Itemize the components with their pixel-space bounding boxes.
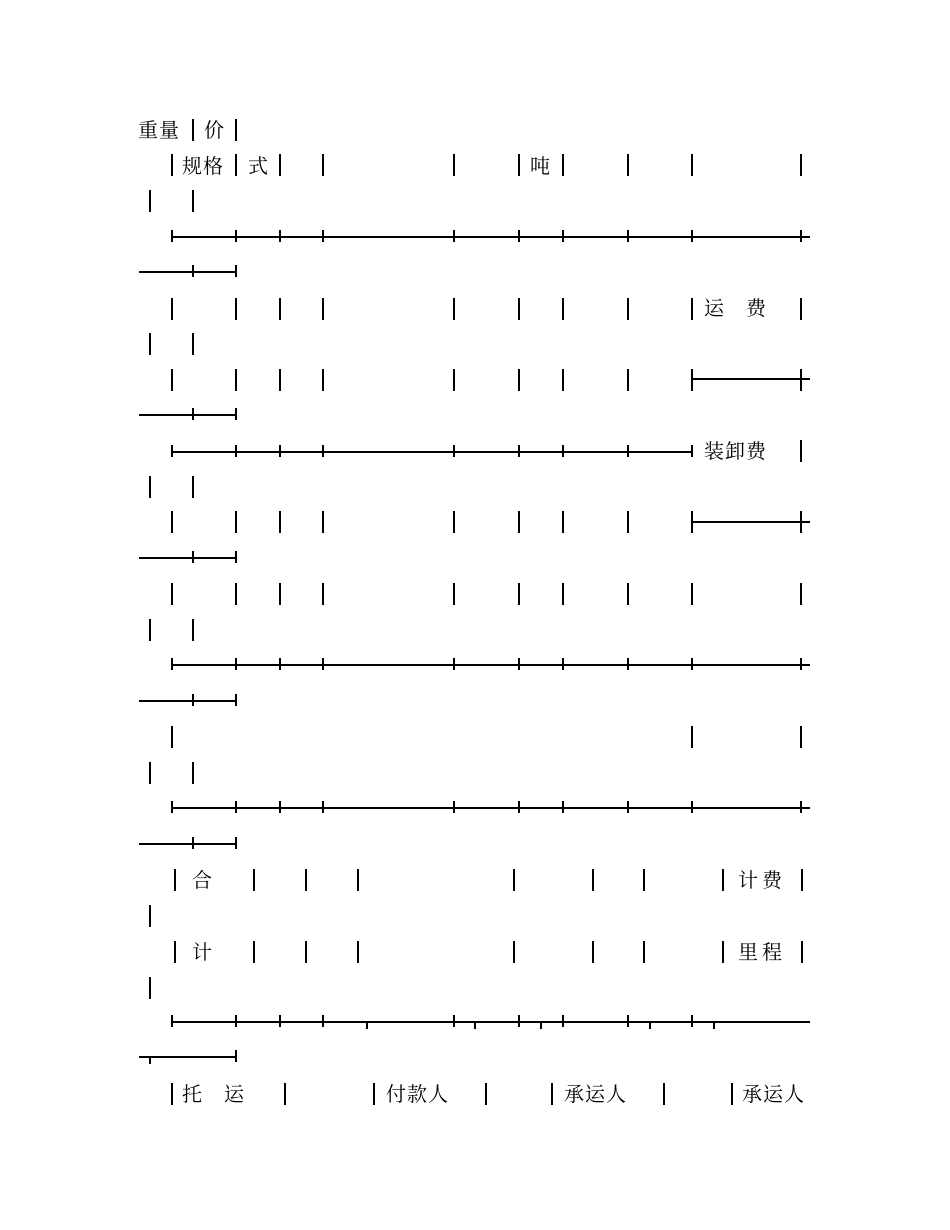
column-separator	[253, 941, 255, 963]
rule-tick	[453, 658, 455, 670]
column-separator	[627, 583, 629, 605]
column-separator	[171, 583, 173, 605]
column-separator	[562, 511, 564, 533]
rule-tick	[518, 658, 520, 670]
rule-tick	[235, 551, 237, 563]
rule-tick	[192, 265, 194, 277]
column-separator	[322, 511, 324, 533]
column-separator	[800, 298, 802, 320]
rule-tick	[800, 515, 802, 527]
column-separator	[518, 583, 520, 605]
column-separator	[731, 1083, 733, 1105]
column-separator	[192, 333, 194, 355]
row-rule	[171, 807, 810, 809]
rule-tick	[279, 658, 281, 670]
rule-tick	[627, 230, 629, 242]
row-rule	[171, 236, 810, 238]
column-separator	[284, 1083, 286, 1105]
column-separator	[518, 154, 520, 176]
column-separator	[149, 476, 151, 498]
column-separator	[279, 154, 281, 176]
rule-tick	[279, 1015, 281, 1027]
rule-tick	[627, 445, 629, 457]
column-separator	[192, 190, 194, 212]
column-separator	[235, 298, 237, 320]
rule-tick	[540, 1021, 542, 1029]
rule-tick	[235, 837, 237, 849]
style-label: 式	[248, 154, 269, 178]
column-separator	[513, 869, 515, 891]
carrier-label-2: 承运人	[742, 1082, 805, 1106]
rule-tick	[800, 372, 802, 384]
column-separator	[513, 941, 515, 963]
rule-tick	[691, 445, 693, 457]
column-separator	[322, 154, 324, 176]
spec-label: 规格	[182, 154, 224, 178]
loading-fee-label: 装卸费	[704, 439, 767, 463]
rule-tick	[562, 658, 564, 670]
rule-tick	[691, 1015, 693, 1027]
column-separator	[592, 869, 594, 891]
rule-tick	[171, 445, 173, 457]
rule-tick	[518, 230, 520, 242]
rule-tick	[366, 1021, 368, 1029]
rule-tick	[453, 1015, 455, 1027]
rule-tick	[171, 230, 173, 242]
column-separator	[149, 762, 151, 784]
column-separator	[722, 941, 724, 963]
freight-label: 运 费	[704, 296, 767, 320]
rule-tick	[235, 694, 237, 706]
rule-tick	[518, 801, 520, 813]
rule-tick	[627, 658, 629, 670]
row-rule	[139, 414, 236, 416]
row-rule	[139, 557, 236, 559]
column-separator	[691, 298, 693, 320]
column-separator	[800, 726, 802, 748]
column-separator	[171, 298, 173, 320]
column-separator	[551, 1083, 553, 1105]
rule-tick	[691, 515, 693, 527]
row-rule	[139, 1056, 236, 1058]
column-separator	[235, 369, 237, 391]
column-separator	[691, 583, 693, 605]
column-separator	[279, 298, 281, 320]
column-separator	[691, 154, 693, 176]
column-separator	[485, 1083, 487, 1105]
rule-tick	[322, 230, 324, 242]
column-separator	[518, 511, 520, 533]
column-separator	[518, 369, 520, 391]
rule-tick	[192, 694, 194, 706]
column-separator	[373, 1083, 375, 1105]
column-separator	[192, 762, 194, 784]
rule-tick	[691, 658, 693, 670]
rule-tick	[322, 445, 324, 457]
rule-tick	[562, 1015, 564, 1027]
rule-tick	[279, 801, 281, 813]
rule-tick	[453, 801, 455, 813]
rule-tick	[235, 1050, 237, 1062]
rule-tick	[279, 445, 281, 457]
rule-tick	[691, 372, 693, 384]
column-separator	[627, 369, 629, 391]
rule-tick	[453, 230, 455, 242]
rule-tick	[474, 1021, 476, 1029]
rule-tick	[649, 1021, 651, 1029]
column-separator	[192, 619, 194, 641]
row-rule	[139, 843, 236, 845]
billing-label-line1: 计费	[738, 868, 786, 892]
column-separator	[171, 369, 173, 391]
rule-tick	[562, 445, 564, 457]
column-separator	[174, 869, 176, 891]
rule-tick	[235, 265, 237, 277]
column-separator	[235, 119, 237, 141]
column-separator	[453, 154, 455, 176]
row-rule	[171, 451, 691, 453]
rule-tick	[518, 1015, 520, 1027]
column-separator	[453, 369, 455, 391]
column-separator	[279, 369, 281, 391]
payer-label: 付款人	[386, 1082, 449, 1106]
rule-tick	[713, 1021, 715, 1029]
row-rule	[691, 378, 810, 380]
column-separator	[192, 476, 194, 498]
column-separator	[562, 369, 564, 391]
rule-tick	[279, 230, 281, 242]
weight-label: 重量	[138, 118, 180, 142]
column-separator	[691, 726, 693, 748]
rule-tick	[192, 551, 194, 563]
consignor-label: 托 运	[182, 1082, 245, 1106]
column-separator	[171, 726, 173, 748]
column-separator	[562, 298, 564, 320]
column-separator	[279, 583, 281, 605]
column-separator	[305, 941, 307, 963]
column-separator	[174, 941, 176, 963]
column-separator	[322, 583, 324, 605]
column-separator	[801, 941, 803, 963]
rule-tick	[235, 230, 237, 242]
rule-tick	[800, 658, 802, 670]
rule-tick	[192, 837, 194, 849]
column-separator	[627, 154, 629, 176]
column-separator	[357, 941, 359, 963]
column-separator	[562, 154, 564, 176]
column-separator	[453, 298, 455, 320]
column-separator	[149, 619, 151, 641]
total-label-line2: 计	[192, 940, 213, 964]
rule-tick	[322, 658, 324, 670]
column-separator	[149, 977, 151, 999]
column-separator	[322, 369, 324, 391]
rule-tick	[691, 801, 693, 813]
row-rule	[139, 700, 236, 702]
column-separator	[562, 583, 564, 605]
column-separator	[305, 869, 307, 891]
rule-tick	[171, 801, 173, 813]
column-separator	[235, 583, 237, 605]
column-separator	[663, 1083, 665, 1105]
rule-tick	[322, 1015, 324, 1027]
column-separator	[235, 511, 237, 533]
column-separator	[800, 440, 802, 462]
rule-tick	[235, 1015, 237, 1027]
column-separator	[279, 511, 281, 533]
column-separator	[149, 190, 151, 212]
rule-tick	[192, 408, 194, 420]
column-separator	[453, 511, 455, 533]
rule-tick	[800, 801, 802, 813]
column-separator	[357, 869, 359, 891]
rule-tick	[562, 801, 564, 813]
price-label: 价	[204, 118, 225, 142]
rule-tick	[800, 230, 802, 242]
rule-tick	[627, 1015, 629, 1027]
billing-label-line2: 里程	[738, 940, 786, 964]
column-separator	[171, 511, 173, 533]
column-separator	[235, 154, 237, 176]
column-separator	[149, 905, 151, 927]
rule-tick	[518, 445, 520, 457]
rule-tick	[171, 1015, 173, 1027]
row-rule	[691, 521, 810, 523]
column-separator	[800, 154, 802, 176]
column-separator	[149, 333, 151, 355]
row-rule	[139, 271, 236, 273]
column-separator	[518, 298, 520, 320]
column-separator	[643, 941, 645, 963]
total-label-line1: 合	[192, 868, 213, 892]
column-separator	[253, 869, 255, 891]
column-separator	[171, 1083, 173, 1105]
rule-tick	[562, 230, 564, 242]
rule-tick	[149, 1056, 151, 1064]
rule-tick	[322, 801, 324, 813]
rule-tick	[691, 230, 693, 242]
column-separator	[322, 298, 324, 320]
carrier-label: 承运人	[564, 1082, 627, 1106]
column-separator	[627, 511, 629, 533]
rule-tick	[235, 801, 237, 813]
column-separator	[171, 154, 173, 176]
rule-tick	[627, 801, 629, 813]
rule-tick	[235, 658, 237, 670]
column-separator	[643, 869, 645, 891]
column-separator	[800, 583, 802, 605]
column-separator	[627, 298, 629, 320]
column-separator	[192, 119, 194, 141]
column-separator	[801, 869, 803, 891]
row-rule	[171, 664, 810, 666]
column-separator	[592, 941, 594, 963]
rule-tick	[235, 445, 237, 457]
ton-label: 吨	[530, 154, 551, 178]
column-separator	[453, 583, 455, 605]
rule-tick	[171, 658, 173, 670]
column-separator	[722, 869, 724, 891]
rule-tick	[453, 445, 455, 457]
rule-tick	[235, 408, 237, 420]
